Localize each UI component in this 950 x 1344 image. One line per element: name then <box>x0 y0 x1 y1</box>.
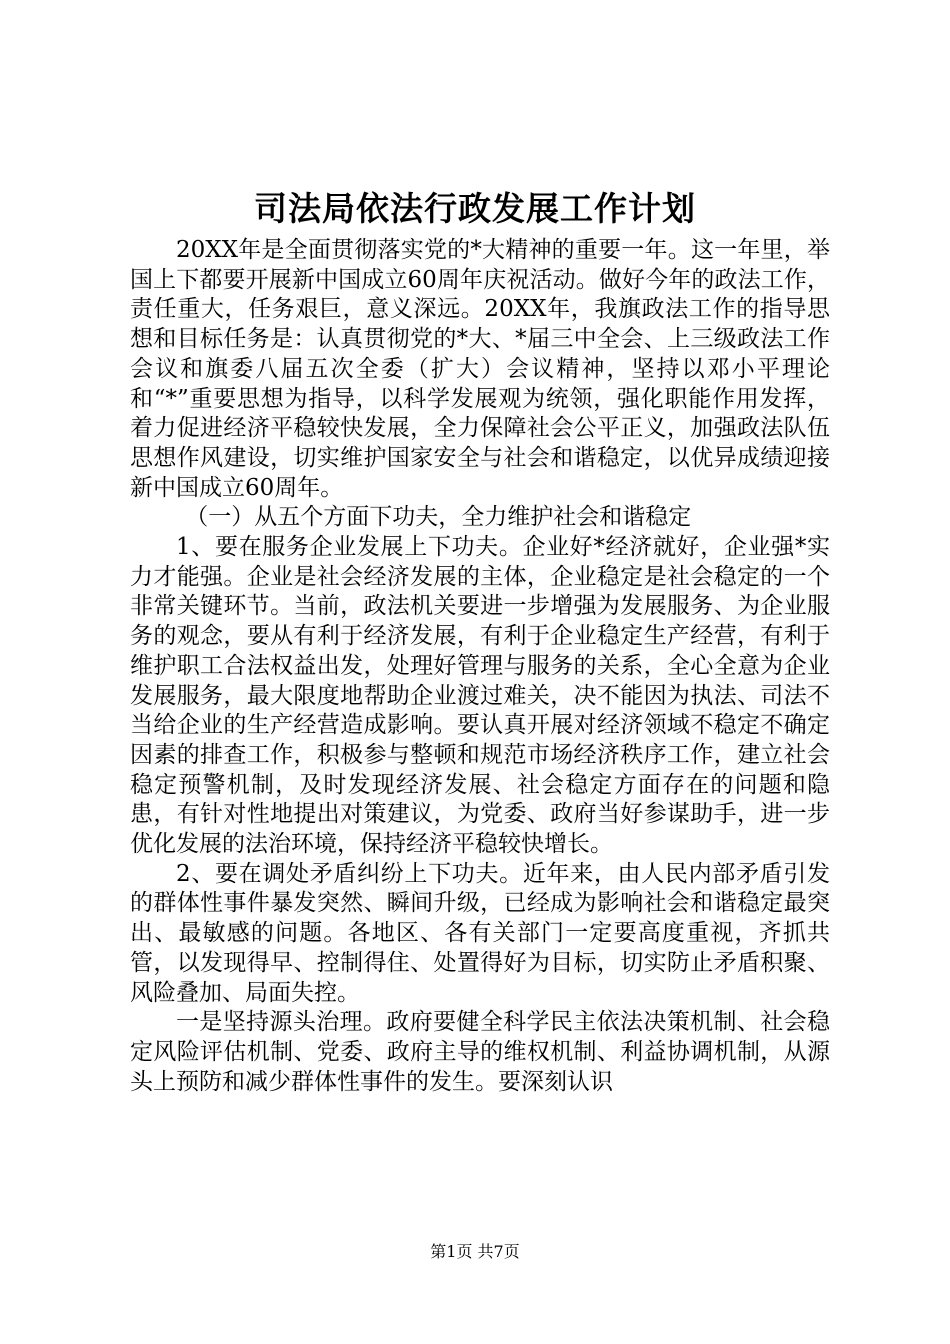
paragraph-item-1: 1、要在服务企业发展上下功夫。企业好*经济就好，企业强*实力才能强。企业是社会经济发展的主体，企业稳定是社会稳定的一个非常关键环节。当前，政法机关要进一步增强为发展服务、为企业服务的观念，要从有利于经济发展，有利于企业稳定生产经营，有利于维护职工合法权益出发，处理好管理与服务的关系，全心全意为企业发展服务，最大限度地帮助企业渡过难关，决不能因为执法、司法不当给企业的生产经营造成影响。要认真开展对经济领域不稳定不确定因素的排查工作，积极参与整顿和规范市场经济秩序工作，建立社会稳定预警机制，及时发现经济发展、社会稳定方面存在的问题和隐患，有针对性地提出对策建议，为党委、政府当好参谋助手，进一步优化发展的法治环境，保持经济平稳较快增长。 <box>130 534 830 858</box>
paragraph-intro: 20XX年是全面贯彻落实党的*大精神的重要一年。这一年里，举国上下都要开展新中国成立60周年庆祝活动。做好今年的政法工作，责任重大，任务艰巨，意义深远。20XX年，我旗政法工作的指导思想和目标任务是：认真贯彻党的*大、*届三中全会、上三级政法工作会议和旗委八届五次全委（扩大）会议精神，坚持以邓小平理论和“*”重要思想为指导，以科学发展观为统领，强化职能作用发挥，着力促进经济平稳较快发展，全力保障社会公平正义，加强政法队伍思想作风建设，切实维护国家安全与社会和谐稳定，以优异成绩迎接新中国成立60周年。 <box>130 237 830 501</box>
page-footer: 第1页 共7页 <box>430 1242 520 1261</box>
paragraph-item-2: 2、要在调处矛盾纠纷上下功夫。近年来，由人民内部矛盾引发的群体性事件暴发突然、瞬间升级，已经成为影响社会和谐稳定最突出、最敏感的问题。各地区、各有关部门一定要高度重视，齐抓共管，以发现得早、控制得住、处置得好为目标，切实防止矛盾积聚、风险叠加、局面失控。 <box>130 860 830 1006</box>
document-body <box>130 236 830 1097</box>
document-title: 司法局依法行政发展工作计划 <box>254 189 696 228</box>
paragraph-point-1: 一是坚持源头治理。政府要健全科学民主依法决策机制、社会稳定风险评估机制、党委、政府主导的维权机制、利益协调机制，从源头上预防和减少群体性事件的发生。要深刻认识 <box>130 1009 830 1095</box>
section-heading: （一）从五个方面下功夫，全力维护社会和谐稳定 <box>185 504 692 531</box>
